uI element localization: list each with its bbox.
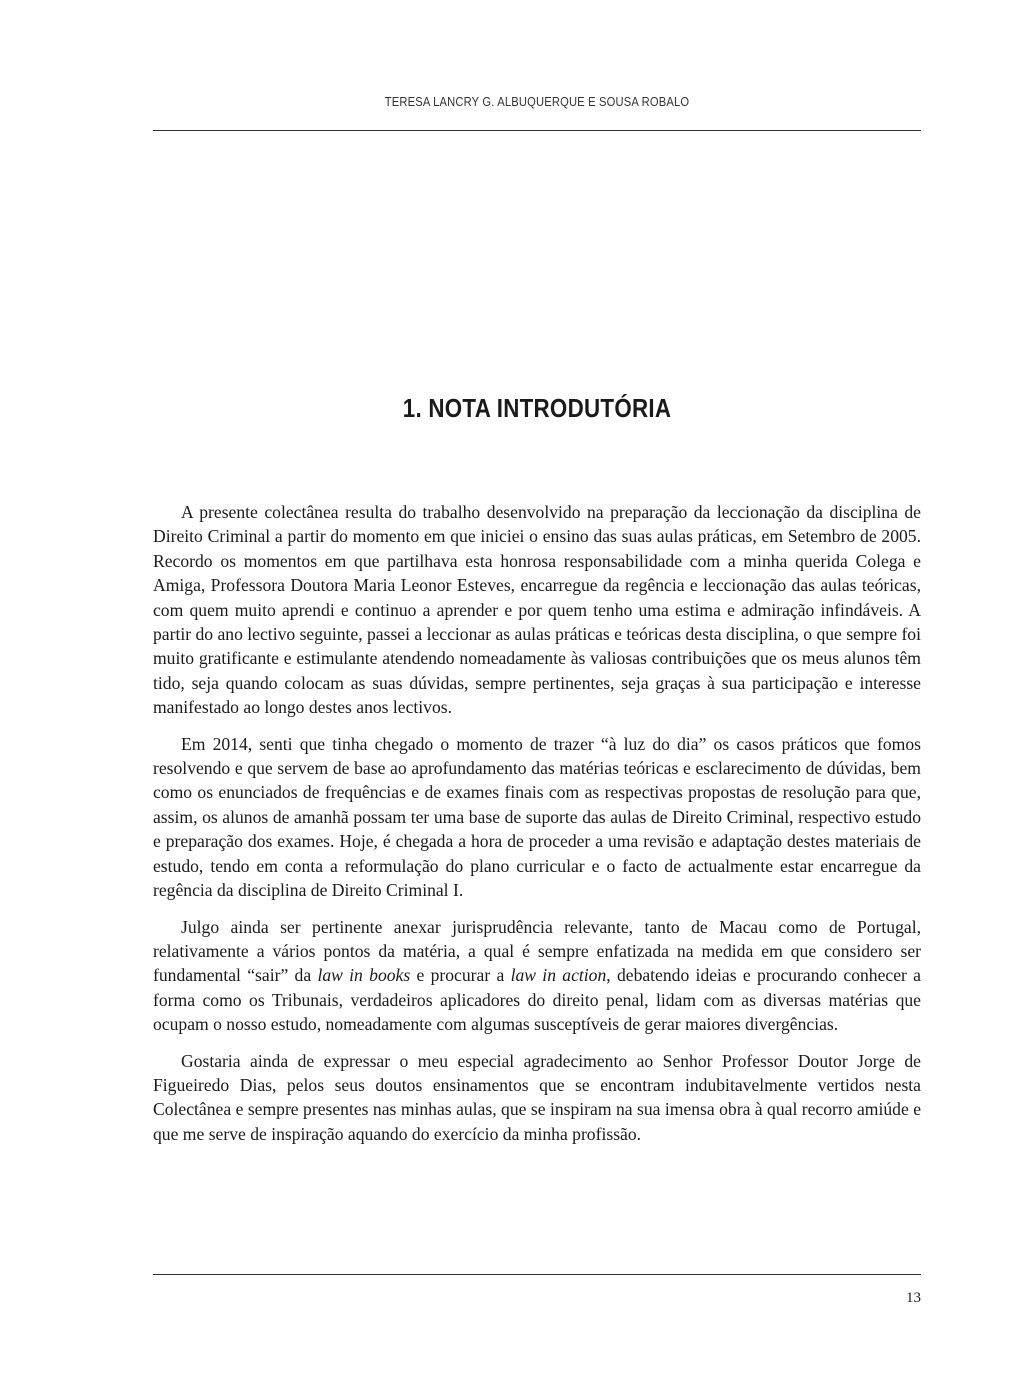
paragraph: Em 2014, senti que tinha chegado o momento de trazer “à luz do dia” os casos práticos que fomos resolvendo e que servem de base ao aprofundamento das matérias teóricas e esclarecimento de dúvidas, bem como os enunciados de frequências e de exames finais com as respectivas propostas de resolução para que, assim, os alunos de amanhã possam ter uma base de suporte das aulas de Direito Criminal, respectivo estudo e preparação dos exames. Hoje, é chegada a hora de proceder a uma revisão e adaptação destes materiais de estudo, tendo em conta a reformulação do plano curricular e o facto de actualmente estar encarregue da regência da disciplina de Direito Criminal I. [153,733,921,901]
italic-term: law in books [317,965,411,986]
page-number: 13 [906,1290,921,1306]
paragraph-text: , debatendo ideias e procurando conhecer a forma como os Tribunais, verdadeiros aplicadores do direito penal, lidam com as diversas matérias que ocupam o nosso estudo, nomeadamente com algumas susceptíveis de gerar maiores divergências. [153,965,921,1035]
footer-rule [153,1274,921,1275]
paragraph: A presente colectânea resulta do trabalho desenvolvido na preparação da leccionação da disciplina de Direito Criminal a partir do momento em que iniciei o ensino das suas aulas práticas, em Setembro de 2005. Recordo os momentos em que partilhava esta honrosa responsabilidade com a minha querida Colega e Amiga, Professora Doutora Maria Leonor Esteves, encarregue da regência e leccionação das aulas teóricas, com quem muito aprendi e continuo a aprender e por quem tenho uma estima e admiração infindáveis. A partir do ano lectivo seguinte, passei a leccionar as aulas práticas e teóricas desta disciplina, o que sempre foi muito gratificante e estimulante atendendo nomeadamente às valiosas contribuições que os meus alunos têm tido, seja quando colocam as suas dúvidas, sempre pertinentes, seja graças à sua participação e interesse manifestado ao longo destes anos lectivos. [153,502,921,718]
paragraph-text: e procurar a [410,965,511,986]
running-header: TERESA LANCRY G. ALBUQUERQUE E SOUSA ROBALO [384,94,690,109]
italic-term: law in action [510,965,607,986]
body-text [153,500,921,1158]
header-rule [153,130,921,131]
chapter-title: 1. NOTA INTRODUTÓRIA [402,393,672,423]
paragraph [153,915,921,1037]
paragraph-text: Julgo ainda ser pertinente anexar jurisprudência relevante, tanto de Macau como de Portugal, relativamente a vários pontos da matéria, a qual é sempre enfatizada na medida em que considero ser fundamental “sair” da [153,916,921,986]
paragraph: Gostaria ainda de expressar o meu especial agradecimento ao Senhor Professor Doutor Jorge de Figueiredo Dias, pelos seus doutos ensinamentos que se encontram indubitavelmente vertidos nesta Colectânea e sempre presentes nas minhas aulas, que se inspiram na sua imensa obra à qual recorro amiúde e que me serve de inspiração aquando do exercício da minha profissão. [153,1050,921,1144]
